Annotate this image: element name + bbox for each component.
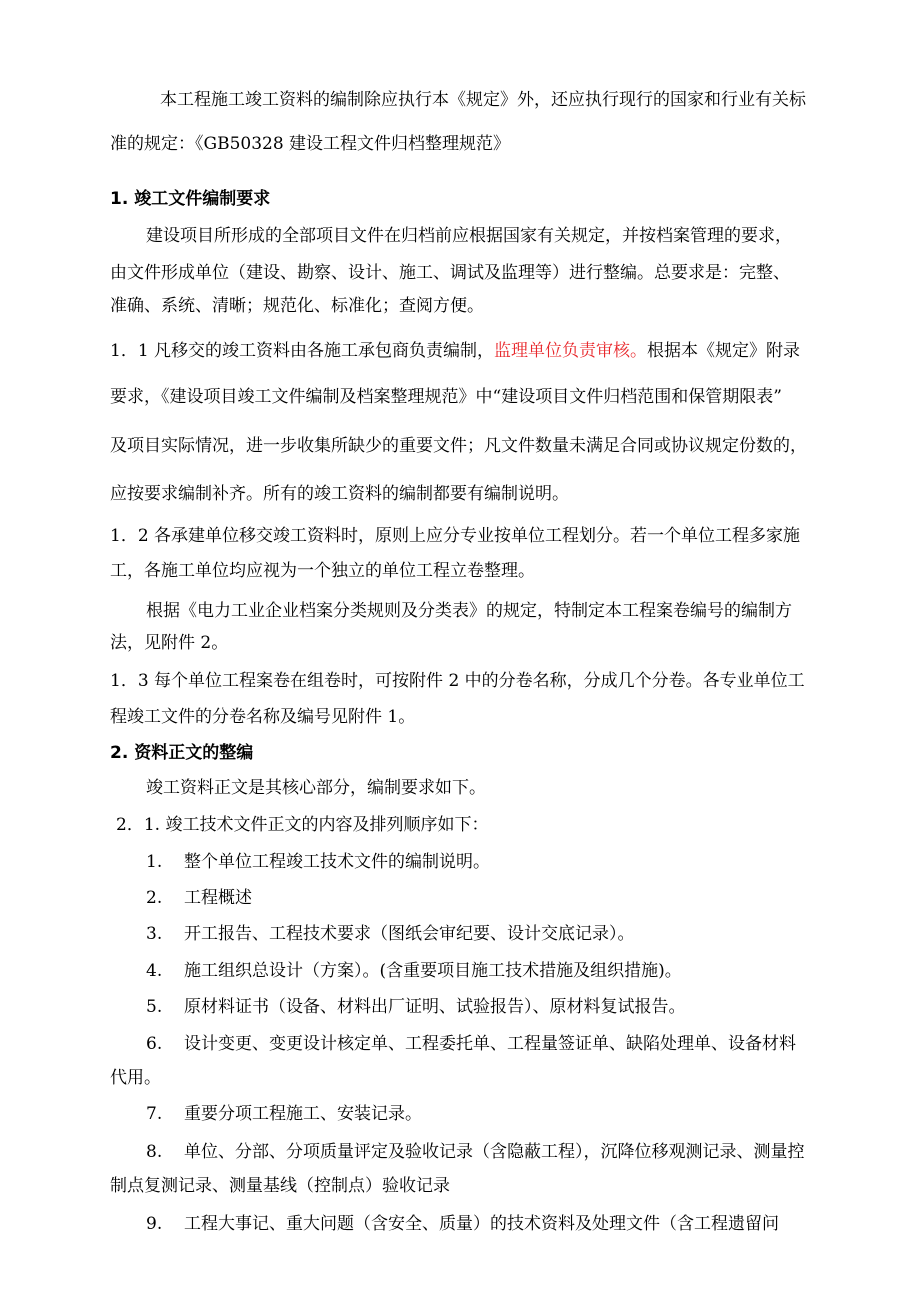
item-1-2-line-2: 工，各施工单位均应视为一个独立的单位工程立卷整理。	[110, 561, 535, 581]
item-1-3-line-2: 程竣工文件的分卷名称及编号见附件 1。	[110, 707, 416, 727]
list-number-5: 5.	[146, 997, 163, 1017]
item-1-1-text-b: 根据本《规定》附录	[647, 341, 801, 361]
list-number-2: 2.	[146, 888, 163, 908]
item-1-1-line-4: 应按要求编制补齐。所有的竣工资料的编制都要有编制说明。	[110, 484, 569, 504]
list-item-6-line-1: 设计变更、变更设计核定单、工程委托单、工程量签证单、缺陷处理单、设备材料	[184, 1034, 796, 1054]
item-1-1-line-3: 及项目实际情况，进一步收集所缺少的重要文件；凡文件数量未满足合同或协议规定份数的，	[110, 436, 807, 456]
item-1-1-text-a: 1．1 凡移交的竣工资料由各施工承包商负责编制，	[110, 341, 495, 361]
list-item-8-line-1: 单位、分部、分项质量评定及验收记录（含隐蔽工程），沉降位移观测记录、测量控	[184, 1142, 805, 1162]
list-number-8: 8.	[146, 1142, 163, 1162]
list-number-4: 4.	[146, 961, 163, 981]
section-1-para-line-3: 准确、系统、清晰；规范化、标准化；查阅方便。	[110, 296, 484, 316]
item-1-2-line-3: 根据《电力工业企业档案分类规则及分类表》的规定，特制定本工程案卷编号的编制方	[146, 601, 792, 621]
item-1-2-line-4: 法，见附件 2。	[110, 633, 229, 653]
item-1-3-line-1: 1．3 每个单位工程案卷在组卷时，可按附件 2 中的分卷名称，分成几个分卷。各专业单位工	[110, 671, 805, 691]
item-1-1-highlight: 监理单位负责审核。	[494, 341, 648, 361]
list-item-6-line-2: 代用。	[110, 1068, 161, 1088]
list-item-7: 重要分项工程施工、安装记录。	[184, 1104, 422, 1124]
list-item-9: 工程大事记、重大问题（含安全、质量）的技术资料及处理文件（含工程遗留问	[184, 1214, 779, 1234]
item-1-1-line-1	[110, 340, 800, 362]
list-item-3: 开工报告、工程技术要求（图纸会审纪要、设计交底记录）。	[184, 924, 635, 944]
section-1-heading: 1. 竣工文件编制要求	[110, 189, 271, 209]
section-2-intro: 竣工资料正文是其核心部分，编制要求如下。	[146, 778, 486, 798]
list-item-8-line-2: 制点复测记录、测量基线（控制点）验收记录	[110, 1176, 450, 1196]
subsection-2-1: 2．1. 竣工技术文件正文的内容及排列顺序如下：	[116, 815, 489, 835]
list-number-3: 3.	[146, 924, 163, 944]
item-1-1-line-2: 要求，《建设项目竣工文件编制及档案整理规范》中“建设项目文件归档范围和保管期限表”	[110, 387, 782, 407]
list-number-1: 1.	[146, 852, 163, 872]
list-number-6: 6.	[146, 1034, 163, 1054]
list-item-1: 整个单位工程竣工技术文件的编制说明。	[184, 852, 490, 872]
section-2-heading: 2. 资料正文的整编	[110, 743, 254, 763]
list-item-4: 施工组织总设计（方案）。(含重要项目施工技术措施及组织措施)。	[184, 961, 682, 981]
intro-line-2: 准的规定：《GB50328 建设工程文件归档整理规范》	[110, 134, 511, 154]
list-number-7: 7.	[146, 1104, 163, 1124]
intro-line-1: 本工程施工竣工资料的编制除应执行本《规定》外，还应执行现行的国家和行业有关标	[160, 90, 806, 110]
section-1-para-line-2: 由文件形成单位（建设、勘察、设计、施工、调试及监理等）进行整编。总要求是：完整、	[110, 263, 790, 283]
list-item-5: 原材料证书（设备、材料出厂证明、试验报告）、原材料复试报告。	[184, 997, 686, 1017]
item-1-2-line-1: 1．2 各承建单位移交竣工资料时，原则上应分专业按单位工程划分。若一个单位工程多家施	[110, 526, 801, 546]
list-number-9: 9.	[146, 1214, 163, 1234]
section-1-para-line-1: 建设项目所形成的全部项目文件在归档前应根据国家有关规定，并按档案管理的要求，	[146, 226, 792, 246]
list-item-2: 工程概述	[184, 888, 252, 908]
